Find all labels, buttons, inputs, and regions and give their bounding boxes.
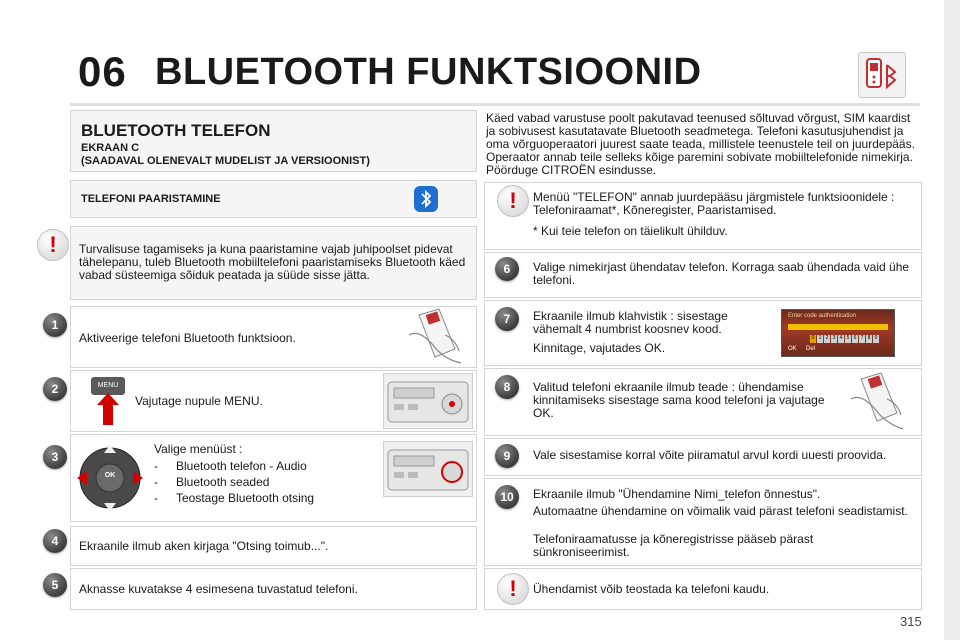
section-header-panel [70,110,477,172]
code-entry-screen [781,309,895,357]
step-8-badge: 8 [495,375,519,399]
step-10-text-2: Automaatne ühendamine on võimalik vaid pärast telefoni seadistamist. [533,504,908,518]
step-6-panel [484,252,922,298]
code-digit: 4 [839,335,843,341]
step-10-text-3: Telefoniraamatusse ja kõneregistrisse pääseb pärast sünkroniseerimist. [533,532,814,559]
bluetooth-phone-icon [858,52,906,98]
safety-panel [49,226,477,300]
step-9-badge: 9 [495,444,519,468]
safety-text: Turvalisuse tagamiseks ja kuna paaristamine vajab juhipoolset pidevat tähelepanu, tuleb Bluetooth mobiiltelefoni paaristamiseks Bluetooth käed vabad süsteemiga sõiduk peatada ja süüde sisse jätta. [79,242,466,282]
code-digit: 1 [818,335,822,341]
step-3-panel [51,434,477,522]
step-1-badge: 1 [43,313,67,337]
step-2-text: Vajutage nupule MENU. [135,394,263,408]
code-digit: 7 [860,335,864,341]
code-digit: 9 [874,335,878,341]
section-subtitle-2: (SAADAVAL OLENEVALT MUDELIST JA VERSIOONIST) [81,155,370,167]
page-edge [944,0,960,640]
pairing-title-panel [70,180,477,218]
header-rule [70,103,920,106]
step-6-text: Valige nimekirjast ühendatav telefon. Korraga saab ühendada vaid ühe telefoni. [533,260,910,287]
step-10-panel [484,478,922,566]
final-note-text: Ühendamist võib teostada ka telefoni kaudu. [533,582,770,596]
chapter-number: 06 [78,48,127,95]
code-digit: 8 [867,335,871,341]
menu-list-item: - Teostage Bluetooth otsing [154,491,315,505]
code-digit: 0 [811,335,815,341]
page-number: 315 [900,614,922,629]
section-subtitle-1: EKRAAN C [81,142,140,154]
bluetooth-icon [414,186,438,212]
step-5-badge: 5 [43,573,67,597]
code-input-bar [788,324,888,330]
step-2-panel [51,370,477,432]
step-4-badge: 4 [43,529,67,553]
code-ok-button: OK [788,346,797,352]
ok-key-label: OK [104,472,116,479]
step-3-text-block [154,443,376,508]
step-8-text: Valitud telefoni ekraanile ilmub teade : ühendamise kinnitamiseks sisestage sama kood telefoni ja vajutage OK. [533,380,825,420]
step-7-text: Ekraanile ilmub klahvistik : sisestage vähemalt 4 numbrist koosnev kood. [533,309,728,336]
step-7-text-2: Kinnitage, vajutades OK. [533,341,666,355]
code-digit: 2 [825,335,829,341]
hand-phone-image [399,305,471,367]
step-1-panel [51,306,477,368]
step-7-badge: 7 [495,307,519,331]
step-3-menu-list [154,460,376,505]
step-8-panel [484,368,922,436]
step-5-text: Aknasse kuvatakse 4 esimesena tuvastatud telefoni. [79,582,358,596]
step-10-badge: 10 [495,485,519,509]
menu-note-panel [484,182,922,250]
warning-icon: ! [497,185,529,217]
step-4-text: Ekraanile ilmub aken kirjaga "Otsing toimub...". [79,539,329,553]
step-3-badge: 3 [43,445,67,469]
menu-key-image [89,375,127,427]
code-digit-row [810,335,879,343]
ok-dial-image [75,439,145,517]
step-1-text: Aktiveerige telefoni Bluetooth funktsioon. [79,331,296,345]
code-digit: 5 [846,335,850,341]
menu-note-footnote: * Kui teie telefon on täielikult ühilduv. [533,224,728,238]
step-6-badge: 6 [495,257,519,281]
menu-list-item: - Bluetooth telefon - Audio [154,459,307,473]
hand-phone-image [841,371,911,433]
final-note-panel [484,568,922,610]
intro-text: Käed vabad varustuse poolt pakutavad teenused sõltuvad võrgust, SIM kaardist ja sobivusest kasutatavate Bluetooth seadmetega. Telefoni kasutusjuhendist ja oma võrguoperaatori juurest saate teada, millistele teenustele teil on juurdepääs. Operaator annab teile selleks kõige paremini sobivate mobiiltelefonide nimekirja. Pöörduge CITROËN esindusse. [486,111,915,177]
step-4-panel [51,526,477,566]
menu-list-item: - Bluetooth seaded [154,475,270,489]
step-2-badge: 2 [43,377,67,401]
menu-note-text: Menüü "TELEFON" annab juurdepääsu järgmistele funktsioonidele : Telefoniraamat*, Kõneregister, Paaristamised. [533,190,895,217]
warning-icon: ! [37,229,69,261]
step-7-panel [484,300,922,366]
code-screen-title: Enter code authentication [788,313,857,319]
step-10-text: Ekraanile ilmub "Ühendamine Nimi_telefon õnnestus". [533,487,821,501]
step-9-text: Vale sisestamise korral võite piiramatul arvul kordi uuesti proovida. [533,448,887,462]
radio-unit-image-dial [383,441,473,497]
step-3-text: Valige menüüst : [154,442,243,456]
code-digit: 3 [832,335,836,341]
pairing-title: TELEFONI PAARISTAMINE [81,193,221,205]
step-9-panel [484,438,922,476]
warning-icon: ! [497,573,529,605]
section-title: BLUETOOTH TELEFON [81,121,271,140]
step-5-panel [51,568,477,610]
code-digit: 6 [853,335,857,341]
page-title: BLUETOOTH FUNKTSIOONID [155,51,702,93]
radio-unit-image-menu [383,373,473,429]
menu-key-label: MENU [91,377,125,395]
code-del-button: Del [806,346,816,352]
